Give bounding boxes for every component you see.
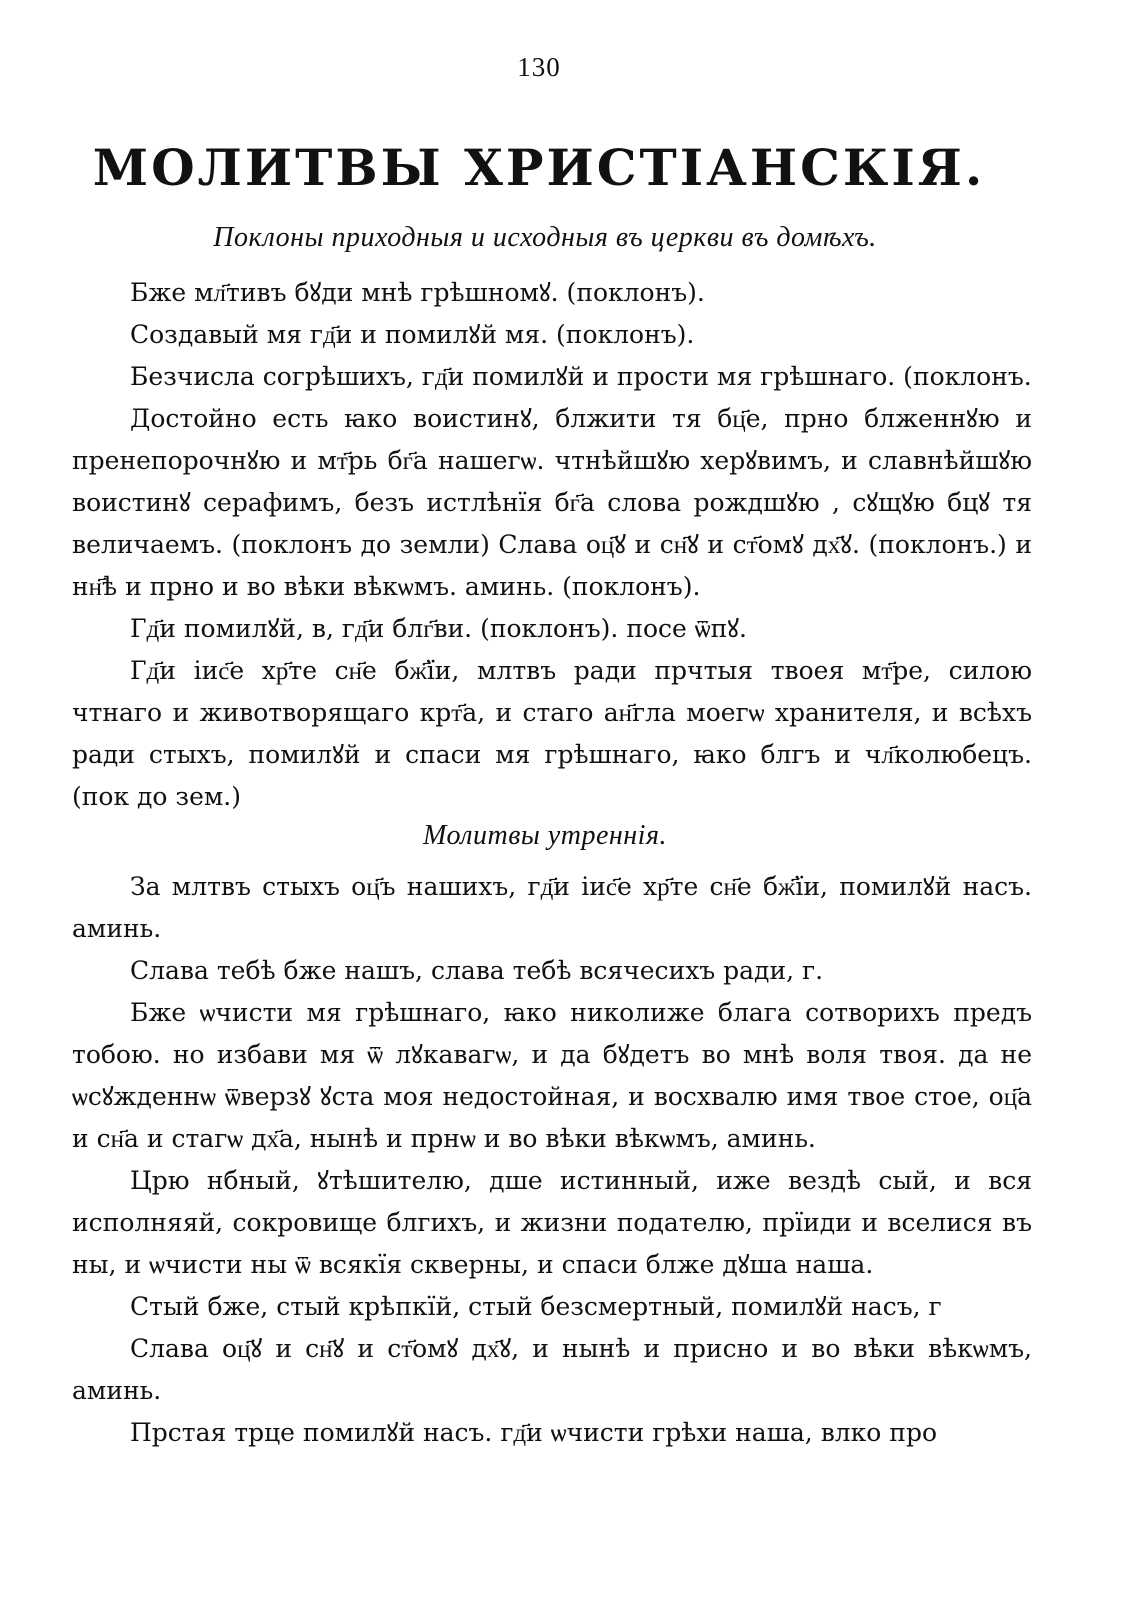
paragraph: Бже ѡчисти мя грѣшнаго, ꙗко николиже блага сотворихъ предъ тобою. но избави мя ѿ лꙋкавагѡ, и да бꙋдетъ во мнѣ воля твоя. да не ѡсꙋжденнѡ ѿверзꙋ ꙋста моя недостойная, и восхвалю имя твое стое, оц҃а и сн҃а и стагѡ дх҃а, нынѣ и прнѡ и во вѣки вѣкѡмъ, аминь.: [72, 998, 1032, 1153]
section-body-bows: [72, 272, 1032, 818]
paragraph: Безчисла согрѣшихъ, гд҃и помилꙋй и прости мя грѣшнаго. (поклонъ.: [130, 362, 1032, 391]
paragraph: Гд҃и помилꙋй, в, гд҃и блг҃ви. (поклонъ). посе ѿпꙋ.: [130, 614, 747, 643]
section-heading-morning-prayers: Молитвы утреннія.: [423, 820, 667, 851]
paragraph: За млтвъ стыхъ оц҃ъ нашихъ, гд҃и іис҃е хр҃те сн҃е бж҃їи, помилꙋй насъ. аминь.: [72, 872, 1032, 943]
paragraph: Стый бже, стый крѣпкїй, стый безсмертный, помилꙋй насъ, г: [130, 1292, 942, 1321]
paragraph: Бже мл҃тивъ бꙋди мнѣ грѣшномꙋ. (поклонъ).: [130, 278, 705, 307]
paragraph: Слава оц҃ꙋ и сн҃ꙋ и ст҃омꙋ дх҃ꙋ, и нынѣ и присно и во вѣки вѣкѡмъ, аминь.: [72, 1334, 1032, 1405]
page-title: МОЛИТВЫ ХРИСТІАНСКІЯ.: [92, 138, 986, 197]
paragraph: Создавый мя гд҃и и помилꙋй мя. (поклонъ).: [130, 320, 695, 349]
paragraph: Достойно есть ꙗко воистинꙋ, блжити тя бц҃е, прно блженнꙋю и пренепорочнꙋю и мт҃рь бг҃а нашегѡ. чтнѣйшꙋю херꙋвимъ, и славнѣйшꙋю воистинꙋ серафимъ, безъ истлѣнїя бг҃а слова рождшꙋю , сꙋщꙋю бцꙋ тя величаемъ. (поклонъ до земли) Слава оц҃ꙋ и сн҃ꙋ и ст҃омꙋ дх҃ꙋ. (поклонъ.) и нн҃ѣ и прно и во вѣки вѣкѡмъ. аминь. (поклонъ).: [72, 404, 1032, 601]
page-number: 130: [517, 52, 561, 82]
paragraph: Црю нбный, ꙋтѣшителю, дше истинный, иже вездѣ сый, и вся исполняяй, сокровище блгихъ, и жизни подателю, прїиди и вселися въ ны, и ѡчисти ны ѿ всякїя скверны, и спаси блже дꙋша наша.: [72, 1166, 1032, 1279]
paragraph: Гд҃и іис҃е хр҃те сн҃е бж҃їи, млтвъ ради прчтыя твоея мт҃ре, силою чтнаго и животворящаго крт҃а, и стаго ан҃гла моегѡ хранителя, и всѣхъ ради стыхъ, помилꙋй и спаси мя грѣшнаго, ꙗко блгъ и чл҃колюбецъ. (пок до зем.): [72, 656, 1032, 811]
paragraph: Слава тебѣ бже нашъ, слава тебѣ всячесихъ ради, г.: [130, 956, 824, 985]
section-body-morning-prayers: [72, 866, 1032, 1454]
paragraph: Прстая трце помилꙋй насъ. гд҃и ѡчисти грѣхи наша, влко про: [130, 1418, 938, 1447]
section-heading-bows: Поклоны приходныя и исходныя въ церкви въ домѣхъ.: [213, 222, 877, 253]
